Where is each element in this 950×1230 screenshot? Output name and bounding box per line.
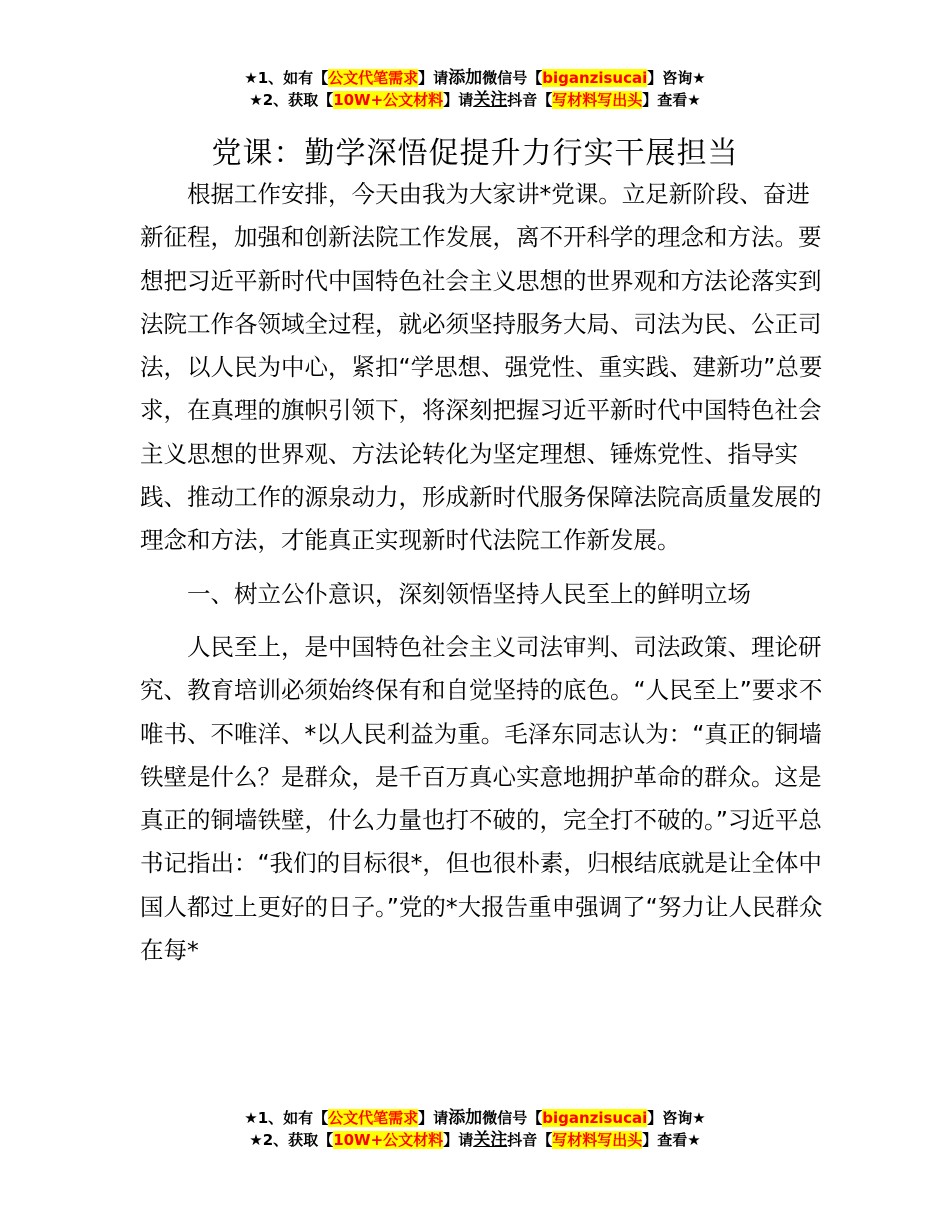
banner-text: 微信号【	[482, 1109, 543, 1127]
banner-text: 抖音【	[507, 91, 553, 109]
banner-text: 】查看★	[642, 91, 701, 109]
banner-line-1	[0, 67, 950, 89]
banner-highlight: 写材料写出头	[552, 1131, 643, 1149]
banner-highlight: 公文代笔需求	[328, 69, 419, 87]
banner-text: ★2、获取【	[249, 91, 334, 109]
banner-text: ★2、获取【	[249, 1131, 334, 1149]
banner-line-1	[0, 1107, 950, 1129]
header-banner	[0, 67, 950, 111]
banner-highlight: biganzisucai	[542, 69, 648, 87]
document-title: 党课：勤学深悟促提升力行实干展担当	[211, 136, 739, 172]
banner-text: 】查看★	[642, 1131, 701, 1149]
banner-text: 】咨询★	[647, 69, 706, 87]
banner-text: 】咨询★	[647, 1109, 706, 1127]
paragraph-people-first: 人民至上，是中国特色社会主义司法审判、司法政策、理论研究、教育培训必须始终保有和自觉坚持的底色。“人民至上”要求不唯书、不唯洋、*以人民利益为重。毛泽东同志认为：“真正的铜墙铁壁是什么？是群众，是千百万真心实意地拥护革命的群众。这是真正的铜墙铁壁，什么力量也打不破的，完全打不破的。”习近平总书记指出：“我们的目标很*，但也很朴素，归根结底就是让全体中国人都过上更好的日子。”党的*大报告重申强调了“努力让人民群众在每*	[140, 632, 823, 965]
footer-banner	[0, 1107, 950, 1151]
banner-text: 抖音【	[507, 1131, 553, 1149]
banner-text: 】请	[443, 1131, 474, 1149]
banner-line-2	[0, 1129, 950, 1151]
banner-emphasis: 添加	[448, 1108, 483, 1128]
banner-emphasis: 关注	[473, 90, 508, 110]
banner-highlight: 10W+公文材料	[333, 91, 444, 109]
paragraph-intro: 根据工作安排，今天由我为大家讲*党课。立足新阶段、奋进新征程，加强和创新法院工作发展，离不开科学的理念和方法。要想把习近平新时代中国特色社会主义思想的世界观和方法论落实到法院工作各领域全过程，就必须坚持服务大局、司法为民、公正司法，以人民为中心，紧扣“学思想、强党性、重实践、建新功”总要求，在真理的旗帜引领下，将深刻把握习近平新时代中国特色社会主义思想的世界观、方法论转化为坚定理想、锤炼党性、指导实践、推动工作的源泉动力，形成新时代服务保障法院高质量发展的理念和方法，才能真正实现新时代法院工作新发展。	[140, 180, 823, 555]
banner-highlight: biganzisucai	[542, 1109, 648, 1127]
banner-highlight: 写材料写出头	[552, 91, 643, 109]
banner-emphasis: 关注	[473, 1130, 508, 1150]
section-heading-1: 一、树立公仆意识，深刻领悟坚持人民至上的鲜明立场	[187, 579, 751, 608]
banner-text: 】请	[418, 1109, 449, 1127]
banner-line-2	[0, 89, 950, 111]
banner-text: 】请	[443, 91, 474, 109]
banner-emphasis: 添加	[448, 68, 483, 88]
banner-text: 微信号【	[482, 69, 543, 87]
document-body	[140, 173, 830, 972]
banner-text: 】请	[418, 69, 449, 87]
banner-text: ★1、如有【	[244, 1109, 329, 1127]
banner-highlight: 公文代笔需求	[328, 1109, 419, 1127]
banner-highlight: 10W+公文材料	[333, 1131, 444, 1149]
banner-text: ★1、如有【	[244, 69, 329, 87]
